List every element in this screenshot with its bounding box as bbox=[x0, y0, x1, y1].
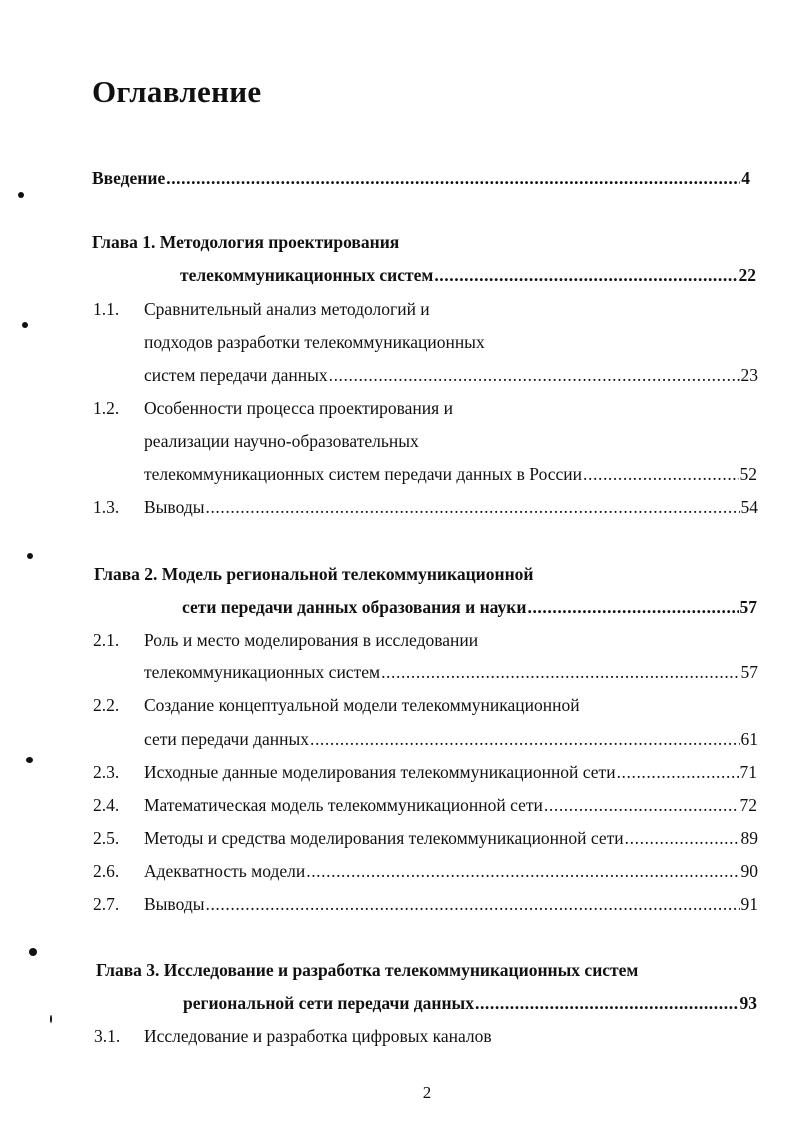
toc-page-number: 57 bbox=[739, 597, 757, 617]
toc-section-1-1-cont bbox=[144, 331, 485, 353]
toc-page-number: 61 bbox=[740, 729, 758, 749]
toc-page-number: 89 bbox=[740, 828, 758, 848]
toc-page-number: 90 bbox=[740, 861, 758, 881]
section-title: Исходные данные моделирования телекоммуникационной сети bbox=[144, 762, 616, 782]
toc-section-2-4[interactable] bbox=[144, 794, 757, 816]
toc-section-1-2-cont bbox=[144, 430, 419, 452]
leader-dots bbox=[434, 264, 737, 286]
toc-entry-label: Введение bbox=[92, 168, 166, 188]
section-number: 1.1. bbox=[93, 299, 120, 319]
toc-page-number: 71 bbox=[739, 762, 757, 782]
chapter-title: Глава 3. Исследование и разработка телекоммуникационных систем bbox=[96, 960, 639, 980]
section-number: 2.7. bbox=[93, 894, 120, 914]
section-title: Адекватность модели bbox=[144, 861, 306, 881]
section-number: 2.4. bbox=[93, 795, 120, 815]
scan-speck bbox=[18, 192, 24, 198]
toc-page-number: 54 bbox=[740, 497, 758, 517]
toc-section-2-2[interactable] bbox=[144, 694, 580, 716]
toc-page-number: 72 bbox=[739, 795, 757, 815]
toc-section-1-3[interactable] bbox=[144, 496, 758, 518]
chapter-title-continued: сети передачи данных образования и науки bbox=[182, 597, 527, 617]
toc-page-number: 4 bbox=[741, 168, 750, 188]
toc-chapter-1-heading[interactable] bbox=[92, 231, 399, 253]
toc-section-2-1-end[interactable] bbox=[144, 661, 758, 683]
leader-dots bbox=[166, 167, 740, 189]
section-title: Выводы bbox=[144, 497, 205, 517]
toc-page-number: 91 bbox=[740, 894, 758, 914]
section-title-continued: телекоммуникационных систем bbox=[144, 662, 381, 682]
leader-dots bbox=[205, 893, 739, 915]
scan-speck bbox=[22, 322, 28, 328]
leader-dots bbox=[310, 728, 740, 750]
toc-section-2-5[interactable] bbox=[144, 827, 758, 849]
section-number: 1.3. bbox=[93, 497, 120, 517]
toc-section-2-6[interactable] bbox=[144, 860, 758, 882]
leader-dots bbox=[475, 992, 739, 1014]
section-title-continued: реализации научно-образовательных bbox=[144, 431, 419, 451]
section-number: 2.5. bbox=[93, 828, 120, 848]
toc-chapter-2[interactable] bbox=[182, 596, 757, 618]
toc-page-number: 93 bbox=[739, 993, 757, 1013]
toc-chapter-3[interactable] bbox=[183, 992, 757, 1014]
chapter-title: Глава 2. Модель региональной телекоммуникационной bbox=[94, 564, 534, 584]
section-number: 2.1. bbox=[93, 630, 120, 650]
leader-dots bbox=[329, 364, 740, 386]
toc-section-1-1[interactable] bbox=[144, 298, 430, 320]
leader-dots bbox=[617, 761, 739, 783]
scan-speck bbox=[26, 757, 33, 763]
toc-page-number: 57 bbox=[740, 662, 758, 682]
toc-section-1-2-end[interactable] bbox=[144, 463, 757, 485]
section-title: Методы и средства моделирования телекоммуникационной сети bbox=[144, 828, 624, 848]
toc-chapter-2-heading[interactable] bbox=[94, 563, 534, 585]
section-title: Исследование и разработка цифровых каналов bbox=[144, 1026, 492, 1046]
toc-page-number: 23 bbox=[740, 365, 758, 385]
section-title: Роль и место моделирования в исследовании bbox=[144, 630, 479, 650]
section-title-continued: подходов разработки телекоммуникационных bbox=[144, 332, 485, 352]
section-title: Создание концептуальной модели телекоммуникационной bbox=[144, 695, 580, 715]
leader-dots bbox=[544, 794, 739, 816]
leader-dots bbox=[583, 463, 738, 485]
leader-dots bbox=[381, 661, 739, 683]
section-title-continued: телекоммуникационных систем передачи данных в России bbox=[144, 464, 583, 484]
page-title: Оглавление bbox=[92, 74, 262, 109]
section-title: Особенности процесса проектирования и bbox=[144, 398, 453, 418]
toc-section-1-1-end[interactable] bbox=[144, 364, 758, 386]
page-number: 2 bbox=[422, 1083, 432, 1102]
leader-dots bbox=[205, 496, 739, 518]
section-title: Сравнительный анализ методологий и bbox=[144, 299, 430, 319]
chapter-title-continued: региональной сети передачи данных bbox=[183, 993, 474, 1013]
section-number: 3.1. bbox=[94, 1026, 121, 1046]
scan-speck bbox=[29, 948, 37, 956]
toc-section-1-2[interactable] bbox=[144, 397, 453, 419]
toc-section-2-3[interactable] bbox=[144, 761, 757, 783]
toc-intro[interactable] bbox=[92, 167, 750, 189]
toc-section-2-1[interactable] bbox=[144, 629, 478, 651]
toc-page-number: 52 bbox=[739, 464, 757, 484]
leader-dots bbox=[306, 860, 739, 882]
section-title: Математическая модель телекоммуникационной сети bbox=[144, 795, 543, 815]
section-title-continued: сети передачи данных bbox=[144, 729, 309, 749]
section-number: 2.3. bbox=[93, 762, 120, 782]
toc-chapter-1[interactable] bbox=[180, 264, 756, 286]
toc-section-2-2-end[interactable] bbox=[144, 728, 758, 750]
toc-page-number: 22 bbox=[738, 265, 756, 285]
section-number: 2.6. bbox=[93, 861, 120, 881]
toc-section-2-7[interactable] bbox=[144, 893, 758, 915]
section-title-continued: систем передачи данных bbox=[144, 365, 328, 385]
toc-chapter-3-heading[interactable] bbox=[96, 959, 638, 981]
toc-section-3-1[interactable] bbox=[144, 1025, 492, 1047]
scan-speck bbox=[50, 1015, 52, 1023]
leader-dots bbox=[527, 596, 738, 618]
section-title: Выводы bbox=[144, 894, 205, 914]
section-number: 2.2. bbox=[93, 695, 120, 715]
leader-dots bbox=[625, 827, 740, 849]
section-number: 1.2. bbox=[93, 398, 120, 418]
chapter-title: Глава 1. Методология проектирования bbox=[92, 232, 400, 252]
chapter-title-continued: телекоммуникационных систем bbox=[180, 265, 434, 285]
scan-speck bbox=[27, 553, 33, 559]
